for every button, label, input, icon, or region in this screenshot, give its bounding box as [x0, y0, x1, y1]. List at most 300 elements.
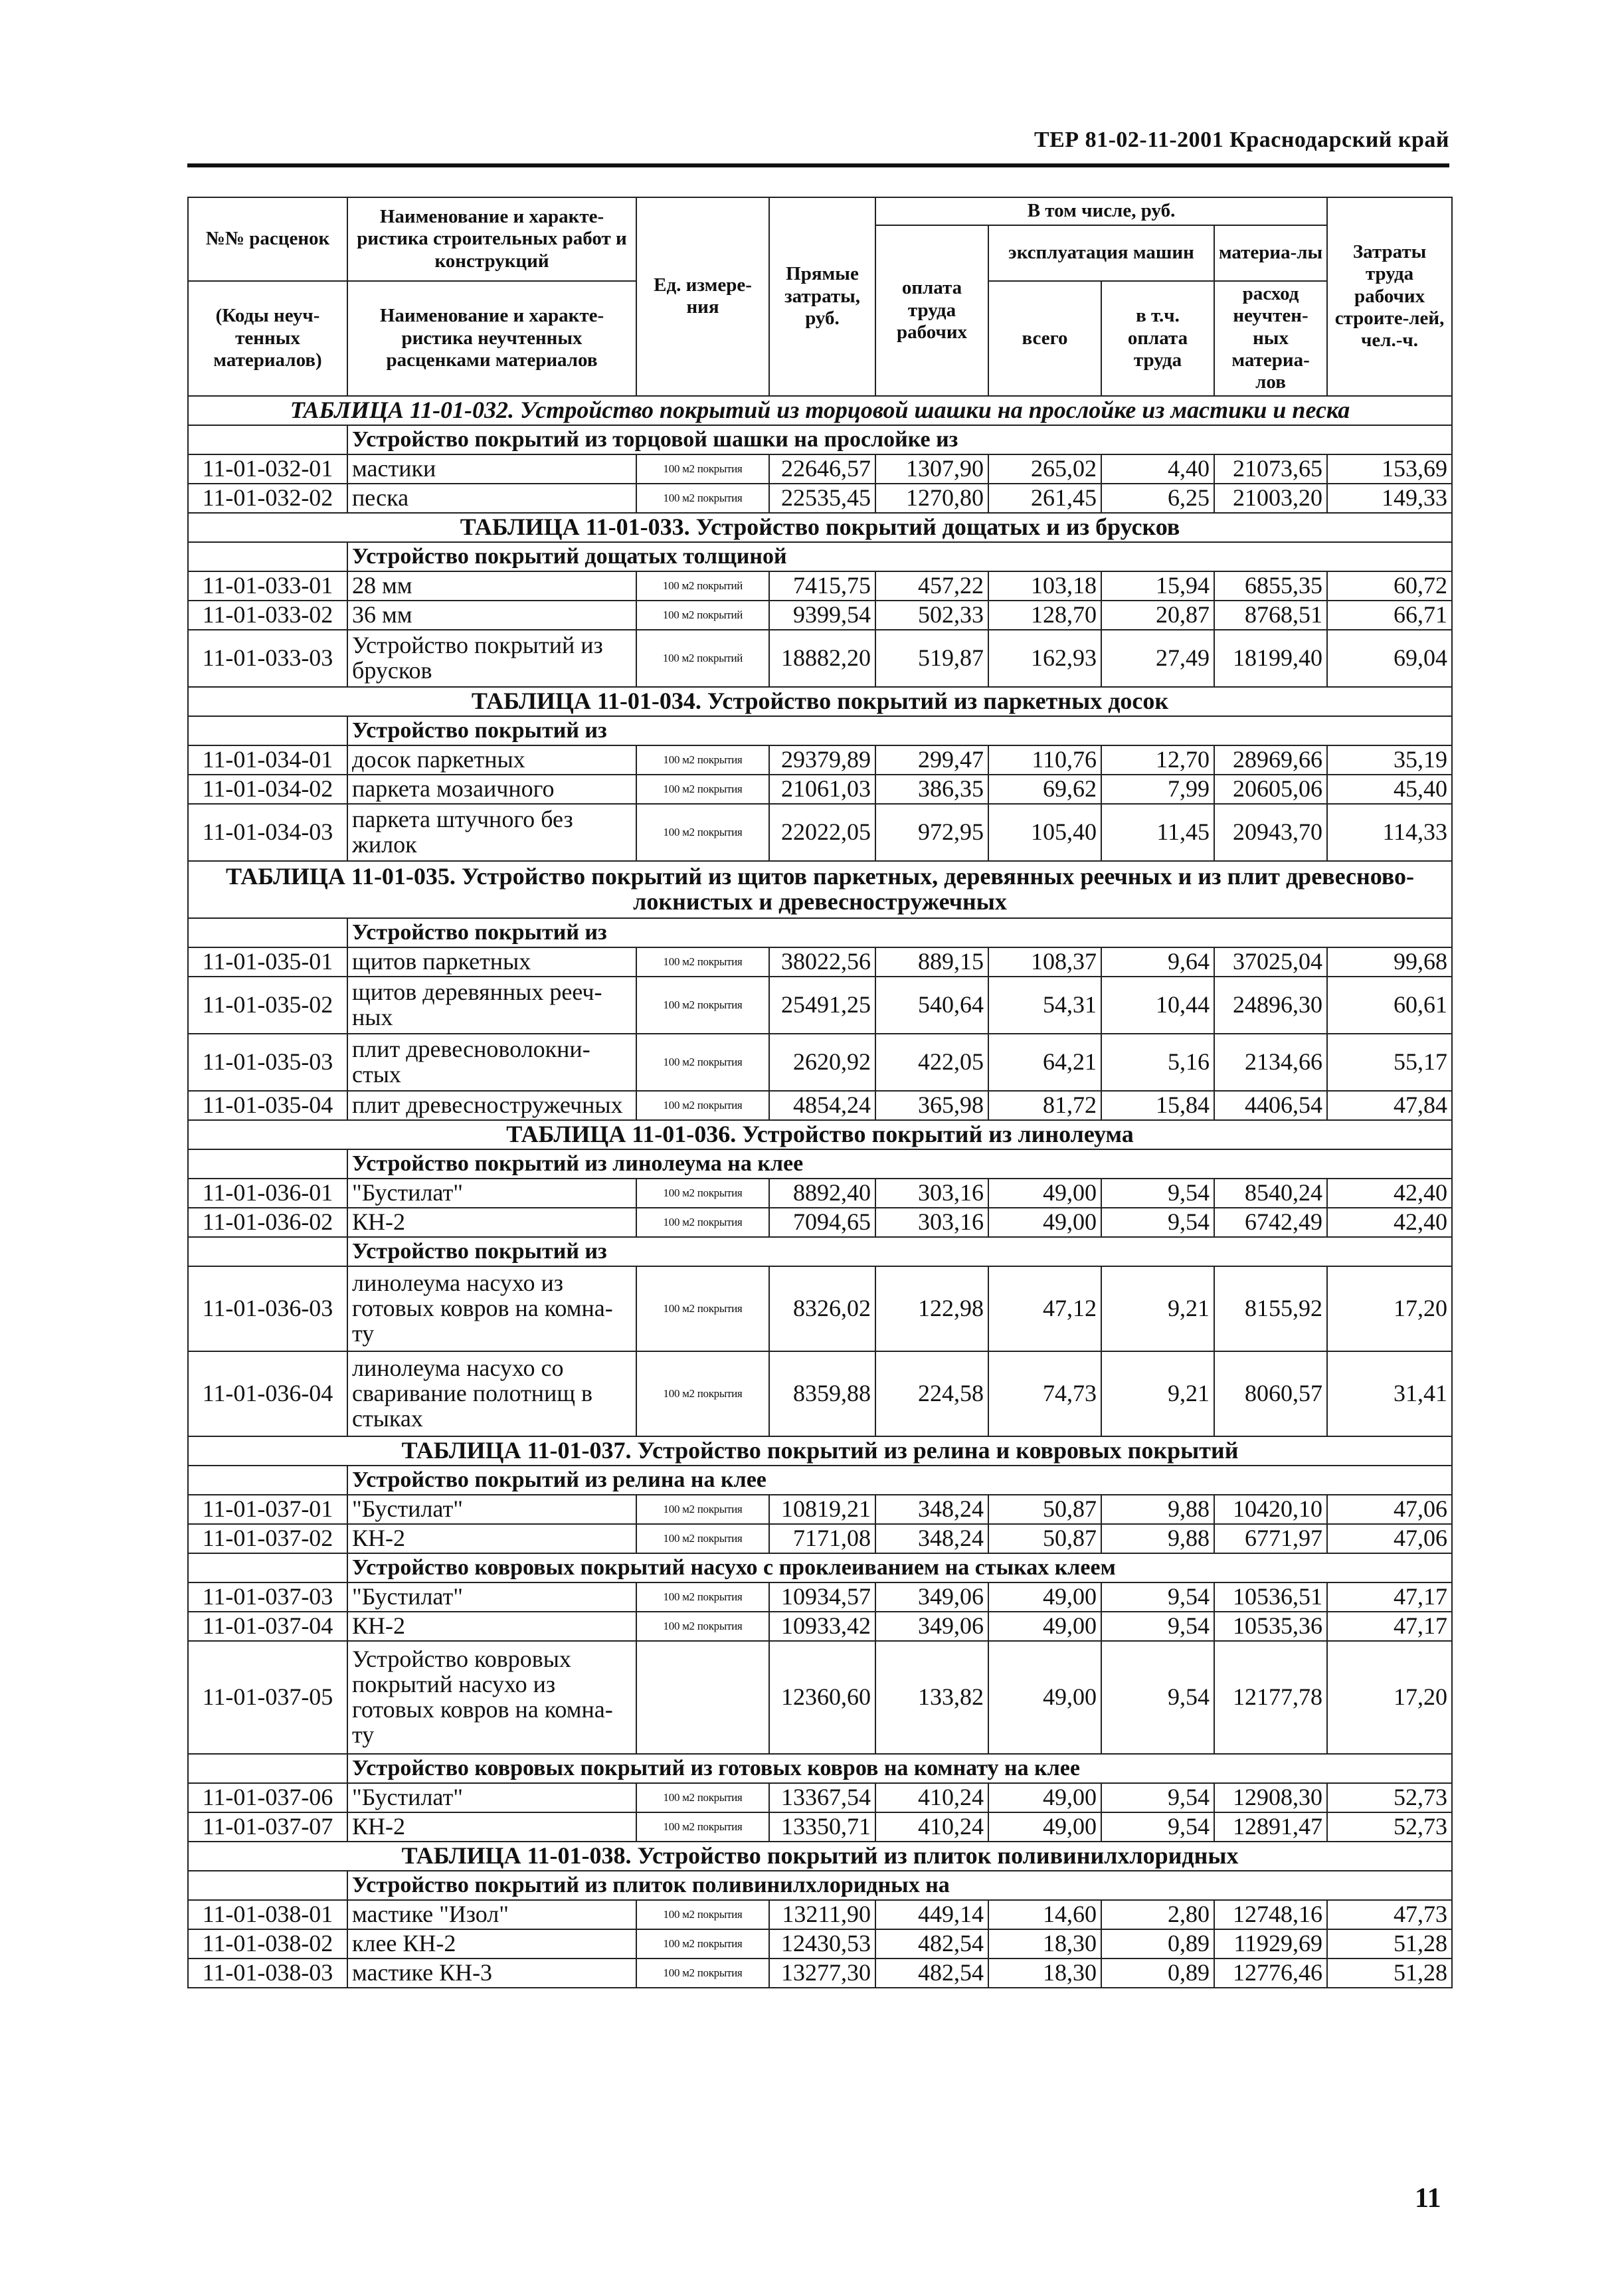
machine-labor-pay-cell: 9,54: [1101, 1208, 1214, 1237]
rate-code-cell: 11-01-033-03: [188, 630, 347, 687]
labor-hours-cell: 60,72: [1327, 571, 1452, 601]
material-cost-cell: 12891,47: [1214, 1812, 1327, 1842]
labor-hours-cell: 31,41: [1327, 1351, 1452, 1436]
table-row: [188, 1495, 1452, 1524]
price-table: [187, 197, 1453, 1988]
material-cost-cell: 18199,40: [1214, 630, 1327, 687]
material-cost-cell: 10536,51: [1214, 1582, 1327, 1612]
unit-cell: 100 м2 покрытия: [636, 1351, 769, 1436]
direct-cost-cell: 7415,75: [769, 571, 875, 601]
machine-cost-cell: 54,31: [988, 977, 1101, 1034]
labor-pay-cell: 422,05: [875, 1034, 988, 1091]
col-direct: Прямые затраты, руб.: [769, 197, 875, 396]
labor-hours-cell: 47,84: [1327, 1091, 1452, 1120]
section-row: [188, 1149, 1452, 1179]
table-row: [188, 1812, 1452, 1842]
table-title-row: [188, 513, 1452, 542]
table-row: [188, 775, 1452, 804]
direct-cost-cell: 21061,03: [769, 775, 875, 804]
machine-labor-pay-cell: 0,89: [1101, 1929, 1214, 1959]
table-title: ТАБЛИЦА 11-01-037. Устройство покрытий из релина и ковровых покрытий: [188, 1436, 1452, 1466]
labor-hours-cell: 51,28: [1327, 1929, 1452, 1959]
table-row: [188, 1582, 1452, 1612]
material-cost-cell: 10420,10: [1214, 1495, 1327, 1524]
labor-hours-cell: 55,17: [1327, 1034, 1452, 1091]
machine-labor-pay-cell: 9,88: [1101, 1524, 1214, 1553]
machine-cost-cell: 64,21: [988, 1034, 1101, 1091]
table-row: [188, 484, 1452, 513]
rate-code-cell: 11-01-038-03: [188, 1959, 347, 1988]
group-machines: эксплуатация машин: [988, 225, 1214, 281]
work-name-cell: щитов деревянных рееч-ных: [347, 977, 636, 1034]
work-name-cell: досок паркетных: [347, 745, 636, 775]
table-title: ТАБЛИЦА 11-01-035. Устройство покрытий из щитов паркетных, деревянных реечных и из плит древесново-локнистых и древесностружечных: [188, 861, 1452, 918]
unit-cell: 100 м2 покрытия: [636, 775, 769, 804]
section-heading: Устройство покрытий из: [347, 716, 1452, 745]
page-number: 11: [1415, 2183, 1441, 2214]
col-materials: расход неучтен-ных материа-лов: [1214, 281, 1327, 396]
section-heading: Устройство покрытий из: [347, 918, 1452, 947]
table-title: ТАБЛИЦА 11-01-034. Устройство покрытий из паркетных досок: [188, 687, 1452, 716]
labor-pay-cell: 299,47: [875, 745, 988, 775]
work-name-cell: КН-2: [347, 1208, 636, 1237]
direct-cost-cell: 4854,24: [769, 1091, 875, 1120]
machine-labor-pay-cell: 10,44: [1101, 977, 1214, 1034]
unit-cell: 100 м2 покрытия: [636, 1612, 769, 1641]
machine-labor-pay-cell: 2,80: [1101, 1900, 1214, 1929]
labor-pay-cell: 303,16: [875, 1208, 988, 1237]
machine-cost-cell: 18,30: [988, 1929, 1101, 1959]
work-name-cell: КН-2: [347, 1524, 636, 1553]
machine-labor-pay-cell: 9,54: [1101, 1641, 1214, 1754]
material-cost-cell: 6742,49: [1214, 1208, 1327, 1237]
labor-pay-cell: 482,54: [875, 1929, 988, 1959]
work-name-cell: линолеума насухо со сваривание полотнищ в стыках: [347, 1351, 636, 1436]
labor-pay-cell: 540,64: [875, 977, 988, 1034]
machine-cost-cell: 49,00: [988, 1208, 1101, 1237]
labor-pay-cell: 502,33: [875, 601, 988, 630]
section-blank-cell: [188, 542, 347, 571]
work-name-cell: мастике КН-3: [347, 1959, 636, 1988]
table-row: [188, 1266, 1452, 1351]
col-code-bottom: (Коды неуч-тенных материалов): [188, 281, 347, 396]
machine-cost-cell: 49,00: [988, 1612, 1101, 1641]
labor-pay-cell: 386,35: [875, 775, 988, 804]
direct-cost-cell: 9399,54: [769, 601, 875, 630]
section-heading: Устройство покрытий дощатых толщиной: [347, 542, 1452, 571]
group-including: В том числе, руб.: [875, 197, 1327, 225]
table-row: [188, 454, 1452, 484]
material-cost-cell: 20943,70: [1214, 804, 1327, 861]
machine-cost-cell: 74,73: [988, 1351, 1101, 1436]
labor-pay-cell: 349,06: [875, 1612, 988, 1641]
work-name-cell: плит древесностружечных: [347, 1091, 636, 1120]
work-name-cell: паркета мозаичного: [347, 775, 636, 804]
machine-labor-pay-cell: 7,99: [1101, 775, 1214, 804]
col-code-top: №№ расценок: [188, 197, 347, 281]
table-row: [188, 630, 1452, 687]
section-row: [188, 1553, 1452, 1582]
machine-cost-cell: 49,00: [988, 1812, 1101, 1842]
section-heading: Устройство ковровых покрытий из готовых ковров на комнату на клее: [347, 1754, 1452, 1783]
labor-pay-cell: 303,16: [875, 1179, 988, 1208]
rate-code-cell: 11-01-036-04: [188, 1351, 347, 1436]
unit-cell: 100 м2 покрытия: [636, 1582, 769, 1612]
rate-code-cell: 11-01-037-06: [188, 1783, 347, 1812]
unit-cell: 100 м2 покрытия: [636, 1959, 769, 1988]
rate-code-cell: 11-01-035-04: [188, 1091, 347, 1120]
labor-hours-cell: 149,33: [1327, 484, 1452, 513]
col-unit: Ед. измере-ния: [636, 197, 769, 396]
material-cost-cell: 28969,66: [1214, 745, 1327, 775]
section-row: [188, 425, 1452, 454]
table-row: [188, 1929, 1452, 1959]
rate-code-cell: 11-01-034-02: [188, 775, 347, 804]
unit-cell: 100 м2 покрытия: [636, 1929, 769, 1959]
labor-hours-cell: 17,20: [1327, 1641, 1452, 1754]
section-heading: Устройство покрытий из торцовой шашки на прослойке из: [347, 425, 1452, 454]
direct-cost-cell: 10819,21: [769, 1495, 875, 1524]
machine-labor-pay-cell: 9,54: [1101, 1582, 1214, 1612]
section-blank-cell: [188, 425, 347, 454]
table-title: ТАБЛИЦА 11-01-036. Устройство покрытий из линолеума: [188, 1120, 1452, 1149]
table-row: [188, 571, 1452, 601]
labor-pay-cell: 224,58: [875, 1351, 988, 1436]
table-row: [188, 1641, 1452, 1754]
machine-labor-pay-cell: 11,45: [1101, 804, 1214, 861]
work-name-cell: песка: [347, 484, 636, 513]
section-row: [188, 1237, 1452, 1266]
section-heading: Устройство ковровых покрытий насухо с проклеиванием на стыках клеем: [347, 1553, 1452, 1582]
direct-cost-cell: 2620,92: [769, 1034, 875, 1091]
work-name-cell: КН-2: [347, 1812, 636, 1842]
table-row: [188, 1783, 1452, 1812]
machine-labor-pay-cell: 9,21: [1101, 1266, 1214, 1351]
rate-code-cell: 11-01-032-02: [188, 484, 347, 513]
section-row: [188, 918, 1452, 947]
rate-code-cell: 11-01-038-01: [188, 1900, 347, 1929]
material-cost-cell: 6855,35: [1214, 571, 1327, 601]
rate-code-cell: 11-01-032-01: [188, 454, 347, 484]
table-title-row: [188, 1120, 1452, 1149]
rate-code-cell: 11-01-037-03: [188, 1582, 347, 1612]
section-row: [188, 716, 1452, 745]
direct-cost-cell: 18882,20: [769, 630, 875, 687]
labor-hours-cell: 60,61: [1327, 977, 1452, 1034]
labor-hours-cell: 69,04: [1327, 630, 1452, 687]
material-cost-cell: 8155,92: [1214, 1266, 1327, 1351]
rate-code-cell: 11-01-035-01: [188, 947, 347, 977]
section-row: [188, 1871, 1452, 1900]
labor-pay-cell: 133,82: [875, 1641, 988, 1754]
unit-cell: 100 м2 покрытия: [636, 1266, 769, 1351]
table-title-row: [188, 687, 1452, 716]
section-blank-cell: [188, 918, 347, 947]
material-cost-cell: 12776,46: [1214, 1959, 1327, 1988]
labor-hours-cell: 17,20: [1327, 1266, 1452, 1351]
table-row: [188, 1524, 1452, 1553]
unit-cell: 100 м2 покрытия: [636, 804, 769, 861]
rate-code-cell: 11-01-036-03: [188, 1266, 347, 1351]
section-blank-cell: [188, 1237, 347, 1266]
labor-pay-cell: 348,24: [875, 1495, 988, 1524]
labor-pay-cell: 1270,80: [875, 484, 988, 513]
direct-cost-cell: 22646,57: [769, 454, 875, 484]
machine-cost-cell: 49,00: [988, 1582, 1101, 1612]
labor-pay-cell: 449,14: [875, 1900, 988, 1929]
work-name-cell: клее КН-2: [347, 1929, 636, 1959]
machine-cost-cell: 261,45: [988, 484, 1101, 513]
table-row: [188, 1900, 1452, 1929]
machine-cost-cell: 47,12: [988, 1266, 1101, 1351]
work-name-cell: паркета штучного без жилок: [347, 804, 636, 861]
section-blank-cell: [188, 1553, 347, 1582]
table-title-row: [188, 1436, 1452, 1466]
direct-cost-cell: 8892,40: [769, 1179, 875, 1208]
rate-code-cell: 11-01-037-05: [188, 1641, 347, 1754]
labor-hours-cell: 45,40: [1327, 775, 1452, 804]
material-cost-cell: 21073,65: [1214, 454, 1327, 484]
material-cost-cell: 11929,69: [1214, 1929, 1327, 1959]
machine-labor-pay-cell: 9,54: [1101, 1812, 1214, 1842]
machine-cost-cell: 49,00: [988, 1179, 1101, 1208]
unit-cell: 100 м2 покрытий: [636, 630, 769, 687]
col-machines-total: всего: [988, 281, 1101, 396]
direct-cost-cell: 10933,42: [769, 1612, 875, 1641]
labor-hours-cell: 42,40: [1327, 1208, 1452, 1237]
unit-cell: 100 м2 покрытия: [636, 1179, 769, 1208]
table-title-row: [188, 861, 1452, 918]
table-row: [188, 601, 1452, 630]
labor-hours-cell: 52,73: [1327, 1783, 1452, 1812]
unit-cell: 100 м2 покрытий: [636, 601, 769, 630]
table-row: [188, 1351, 1452, 1436]
machine-labor-pay-cell: 15,84: [1101, 1091, 1214, 1120]
material-cost-cell: 24896,30: [1214, 977, 1327, 1034]
work-name-cell: мастики: [347, 454, 636, 484]
rate-code-cell: 11-01-033-01: [188, 571, 347, 601]
machine-cost-cell: 103,18: [988, 571, 1101, 601]
machine-labor-pay-cell: 12,70: [1101, 745, 1214, 775]
direct-cost-cell: 38022,56: [769, 947, 875, 977]
table-title: ТАБЛИЦА 11-01-032. Устройство покрытий из торцовой шашки на прослойке из мастики и песка: [188, 396, 1452, 425]
unit-cell: 100 м2 покрытия: [636, 1034, 769, 1091]
rate-code-cell: 11-01-036-01: [188, 1179, 347, 1208]
labor-hours-cell: 47,17: [1327, 1582, 1452, 1612]
labor-pay-cell: 365,98: [875, 1091, 988, 1120]
table-title: ТАБЛИЦА 11-01-038. Устройство покрытий из плиток поливинилхлоридных: [188, 1842, 1452, 1871]
unit-cell: 100 м2 покрытия: [636, 1495, 769, 1524]
labor-hours-cell: 114,33: [1327, 804, 1452, 861]
rate-code-cell: 11-01-035-03: [188, 1034, 347, 1091]
rate-code-cell: 11-01-038-02: [188, 1929, 347, 1959]
table-row: [188, 977, 1452, 1034]
machine-labor-pay-cell: 9,54: [1101, 1179, 1214, 1208]
work-name-cell: Устройство ковровых покрытий насухо из готовых ковров на комна-ту: [347, 1641, 636, 1754]
unit-cell: [636, 1641, 769, 1754]
section-heading: Устройство покрытий из релина на клее: [347, 1466, 1452, 1495]
machine-labor-pay-cell: 9,21: [1101, 1351, 1214, 1436]
labor-hours-cell: 47,73: [1327, 1900, 1452, 1929]
work-name-cell: КН-2: [347, 1612, 636, 1641]
section-blank-cell: [188, 1466, 347, 1495]
material-cost-cell: 8060,57: [1214, 1351, 1327, 1436]
direct-cost-cell: 13350,71: [769, 1812, 875, 1842]
machine-cost-cell: 50,87: [988, 1495, 1101, 1524]
rate-code-cell: 11-01-037-02: [188, 1524, 347, 1553]
material-cost-cell: 10535,36: [1214, 1612, 1327, 1641]
labor-hours-cell: 47,17: [1327, 1612, 1452, 1641]
work-name-cell: плит древесноволокни-стых: [347, 1034, 636, 1091]
direct-cost-cell: 7171,08: [769, 1524, 875, 1553]
unit-cell: 100 м2 покрытия: [636, 977, 769, 1034]
unit-cell: 100 м2 покрытия: [636, 1091, 769, 1120]
machine-labor-pay-cell: 27,49: [1101, 630, 1214, 687]
section-blank-cell: [188, 1871, 347, 1900]
labor-pay-cell: 519,87: [875, 630, 988, 687]
work-name-cell: "Бустилат": [347, 1783, 636, 1812]
material-cost-cell: 12177,78: [1214, 1641, 1327, 1754]
labor-hours-cell: 66,71: [1327, 601, 1452, 630]
machine-cost-cell: 105,40: [988, 804, 1101, 861]
machine-cost-cell: 110,76: [988, 745, 1101, 775]
machine-labor-pay-cell: 9,64: [1101, 947, 1214, 977]
machine-cost-cell: 128,70: [988, 601, 1101, 630]
table-body: [188, 396, 1452, 1988]
work-name-cell: 28 мм: [347, 571, 636, 601]
direct-cost-cell: 22022,05: [769, 804, 875, 861]
labor-pay-cell: 410,24: [875, 1783, 988, 1812]
rate-code-cell: 11-01-037-04: [188, 1612, 347, 1641]
rate-code-cell: 11-01-035-02: [188, 977, 347, 1034]
unit-cell: 100 м2 покрытия: [636, 1208, 769, 1237]
direct-cost-cell: 13277,30: [769, 1959, 875, 1988]
table-title-row: [188, 396, 1452, 425]
direct-cost-cell: 10934,57: [769, 1582, 875, 1612]
section-row: [188, 1466, 1452, 1495]
labor-hours-cell: 35,19: [1327, 745, 1452, 775]
material-cost-cell: 21003,20: [1214, 484, 1327, 513]
col-pay: оплата труда рабочих: [875, 225, 988, 396]
machine-labor-pay-cell: 4,40: [1101, 454, 1214, 484]
section-heading: Устройство покрытий из линолеума на клее: [347, 1149, 1452, 1179]
labor-pay-cell: 122,98: [875, 1266, 988, 1351]
col-name-bottom: Наименование и характе-ристика неучтенных расценками материалов: [347, 281, 636, 396]
labor-hours-cell: 47,06: [1327, 1495, 1452, 1524]
material-cost-cell: 37025,04: [1214, 947, 1327, 977]
machine-labor-pay-cell: 9,88: [1101, 1495, 1214, 1524]
labor-hours-cell: 51,28: [1327, 1959, 1452, 1988]
machine-labor-pay-cell: 0,89: [1101, 1959, 1214, 1988]
machine-cost-cell: 49,00: [988, 1641, 1101, 1754]
unit-cell: 100 м2 покрытия: [636, 1812, 769, 1842]
section-heading: Устройство покрытий из: [347, 1237, 1452, 1266]
machine-cost-cell: 50,87: [988, 1524, 1101, 1553]
unit-cell: 100 м2 покрытий: [636, 571, 769, 601]
table-row: [188, 947, 1452, 977]
rate-code-cell: 11-01-037-07: [188, 1812, 347, 1842]
material-cost-cell: 12908,30: [1214, 1783, 1327, 1812]
direct-cost-cell: 13367,54: [769, 1783, 875, 1812]
group-materials: материа-лы: [1214, 225, 1327, 281]
machine-cost-cell: 14,60: [988, 1900, 1101, 1929]
table-row: [188, 804, 1452, 861]
section-heading: Устройство покрытий из плиток поливинилхлоридных на: [347, 1871, 1452, 1900]
labor-pay-cell: 410,24: [875, 1812, 988, 1842]
labor-pay-cell: 1307,90: [875, 454, 988, 484]
labor-hours-cell: 99,68: [1327, 947, 1452, 977]
rate-code-cell: 11-01-036-02: [188, 1208, 347, 1237]
section-blank-cell: [188, 1754, 347, 1783]
machine-cost-cell: 69,62: [988, 775, 1101, 804]
document-header: ТЕР 81-02-11-2001 Краснодарский край: [1034, 128, 1449, 152]
col-name-top: Наименование и характе-ристика строительных работ и конструкций: [347, 197, 636, 281]
machine-labor-pay-cell: 20,87: [1101, 601, 1214, 630]
work-name-cell: Устройство покрытий из брусков: [347, 630, 636, 687]
unit-cell: 100 м2 покрытия: [636, 1783, 769, 1812]
material-cost-cell: 8540,24: [1214, 1179, 1327, 1208]
machine-cost-cell: 265,02: [988, 454, 1101, 484]
work-name-cell: мастике "Изол": [347, 1900, 636, 1929]
work-name-cell: "Бустилат": [347, 1179, 636, 1208]
labor-hours-cell: 47,06: [1327, 1524, 1452, 1553]
material-cost-cell: 8768,51: [1214, 601, 1327, 630]
machine-cost-cell: 108,37: [988, 947, 1101, 977]
labor-hours-cell: 52,73: [1327, 1812, 1452, 1842]
labor-hours-cell: 153,69: [1327, 454, 1452, 484]
section-row: [188, 542, 1452, 571]
labor-pay-cell: 482,54: [875, 1959, 988, 1988]
col-machines-pay: в т.ч. оплата труда: [1101, 281, 1214, 396]
unit-cell: 100 м2 покрытия: [636, 745, 769, 775]
material-cost-cell: 20605,06: [1214, 775, 1327, 804]
table-row: [188, 1959, 1452, 1988]
machine-labor-pay-cell: 6,25: [1101, 484, 1214, 513]
unit-cell: 100 м2 покрытия: [636, 454, 769, 484]
table-row: [188, 1179, 1452, 1208]
rate-code-cell: 11-01-034-03: [188, 804, 347, 861]
labor-hours-cell: 42,40: [1327, 1179, 1452, 1208]
direct-cost-cell: 8326,02: [769, 1266, 875, 1351]
rate-code-cell: 11-01-037-01: [188, 1495, 347, 1524]
rate-code-cell: 11-01-033-02: [188, 601, 347, 630]
section-blank-cell: [188, 716, 347, 745]
table-row: [188, 745, 1452, 775]
unit-cell: 100 м2 покрытия: [636, 484, 769, 513]
direct-cost-cell: 12430,53: [769, 1929, 875, 1959]
work-name-cell: "Бустилат": [347, 1582, 636, 1612]
machine-cost-cell: 49,00: [988, 1783, 1101, 1812]
labor-pay-cell: 889,15: [875, 947, 988, 977]
table-row: [188, 1034, 1452, 1091]
rate-code-cell: 11-01-034-01: [188, 745, 347, 775]
machine-labor-pay-cell: 5,16: [1101, 1034, 1214, 1091]
material-cost-cell: 2134,66: [1214, 1034, 1327, 1091]
header-rule: [187, 163, 1449, 167]
direct-cost-cell: 13211,90: [769, 1900, 875, 1929]
machine-cost-cell: 81,72: [988, 1091, 1101, 1120]
direct-cost-cell: 7094,65: [769, 1208, 875, 1237]
unit-cell: 100 м2 покрытия: [636, 947, 769, 977]
machine-cost-cell: 162,93: [988, 630, 1101, 687]
direct-cost-cell: 8359,88: [769, 1351, 875, 1436]
machine-labor-pay-cell: 9,54: [1101, 1783, 1214, 1812]
work-name-cell: линолеума насухо из готовых ковров на комна-ту: [347, 1266, 636, 1351]
section-blank-cell: [188, 1149, 347, 1179]
material-cost-cell: 12748,16: [1214, 1900, 1327, 1929]
table-row: [188, 1208, 1452, 1237]
direct-cost-cell: 12360,60: [769, 1641, 875, 1754]
